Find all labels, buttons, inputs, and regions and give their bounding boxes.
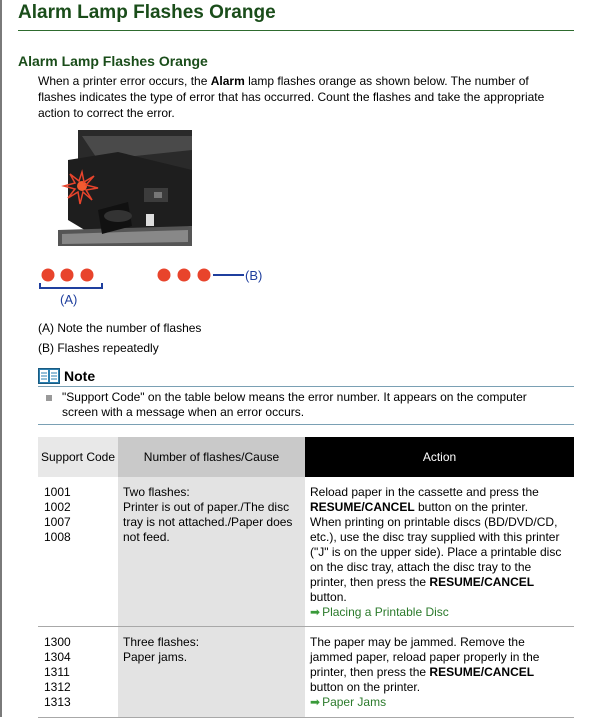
support-code: 1008: [44, 530, 71, 544]
flash-dot-4: [158, 269, 171, 282]
note-bottom-divider: [38, 424, 574, 425]
support-code: 1311: [44, 665, 70, 679]
intro-text-1: When a printer error occurs, the: [38, 74, 211, 88]
label-b: (B): [245, 268, 263, 283]
table-header-row: [38, 437, 574, 477]
cause-text: Printer is out of paper./The disc tray is not attached./Paper does not feed.: [123, 500, 293, 544]
flash-pattern-diagram: [36, 262, 296, 312]
note-text: "Support Code" on the table below means the error number. It appears on the computer screen with a message when an error occurs.: [62, 390, 527, 419]
action-cell: [305, 627, 574, 718]
note-top-divider: [38, 386, 574, 387]
support-code: 1304: [44, 650, 71, 664]
support-codes-cell: [38, 627, 118, 718]
legend-b: (B) Flashes repeatedly: [38, 341, 159, 355]
header-cause: Number of flashes/Cause: [118, 437, 305, 477]
placing-printable-disc-link[interactable]: ➡ Placing a Printable Disc: [310, 605, 449, 619]
error-table: [38, 437, 574, 718]
action-cell: [305, 477, 574, 627]
flash-dot-6: [198, 269, 211, 282]
left-border: [0, 0, 2, 717]
support-code: 1002: [44, 500, 71, 514]
cause-title: Three flashes:: [123, 635, 200, 649]
cause-cell: [118, 477, 305, 627]
support-code: 1001: [44, 485, 71, 499]
cause-title: Two flashes:: [123, 485, 190, 499]
flash-dot-1: [42, 269, 55, 282]
page-title: Alarm Lamp Flashes Orange: [18, 2, 276, 23]
header-support-code: Support Code: [38, 437, 118, 477]
note-title: Note: [64, 368, 96, 384]
legend-a: (A) Note the number of flashes: [38, 321, 202, 335]
note-bullet-icon: [46, 395, 52, 401]
bracket-a: [40, 283, 102, 288]
note-header: [38, 366, 95, 386]
cause-text: Paper jams.: [123, 650, 188, 664]
intro-text-2: lamp flashes orange as shown below. The number of flashes indicates the type of error that has occurred. Count the flashes and take the appropriate action to correct the error.: [38, 74, 545, 120]
title-divider: [18, 30, 574, 31]
flash-dot-2: [61, 269, 74, 282]
action-text-1: The paper may be jammed. Remove the jammed paper, reload paper properly in the printer, then press the RESUME/CANCEL button on the printer.: [310, 635, 540, 694]
flash-dot-5: [178, 269, 191, 282]
table-row: [38, 477, 574, 627]
action-text-2: When printing on printable discs (BD/DVD/CD, etc.), use the disc tray supplied with this printer ("J" is on the upper side). Place a printable disc on the disc tray, attach the disc tray to the printer, then press the RESUME/CANCEL button.: [310, 515, 562, 604]
cause-cell: [118, 627, 305, 718]
book-icon: [38, 368, 60, 384]
paper-jams-link[interactable]: ➡ Paper Jams: [310, 695, 387, 709]
support-code: 1313: [44, 695, 71, 709]
section-heading: Alarm Lamp Flashes Orange: [18, 53, 208, 69]
support-code: 1300: [44, 635, 71, 649]
support-codes-cell: [38, 477, 118, 627]
support-code: 1007: [44, 515, 71, 529]
intro-alarm-word: Alarm: [210, 74, 245, 88]
support-code: 1312: [44, 680, 71, 694]
table-row: [38, 627, 574, 718]
action-text-1: Reload paper in the cassette and press the RESUME/CANCEL button on the printer.: [310, 485, 539, 514]
intro-paragraph: [38, 73, 568, 121]
label-a: (A): [60, 292, 78, 307]
arrow-right-icon: ➡: [310, 695, 321, 709]
flash-dot-3: [81, 269, 94, 282]
header-action: Action: [305, 437, 574, 477]
arrow-right-icon: ➡: [310, 605, 321, 619]
printer-alarm-lamp-photo: [58, 130, 192, 246]
